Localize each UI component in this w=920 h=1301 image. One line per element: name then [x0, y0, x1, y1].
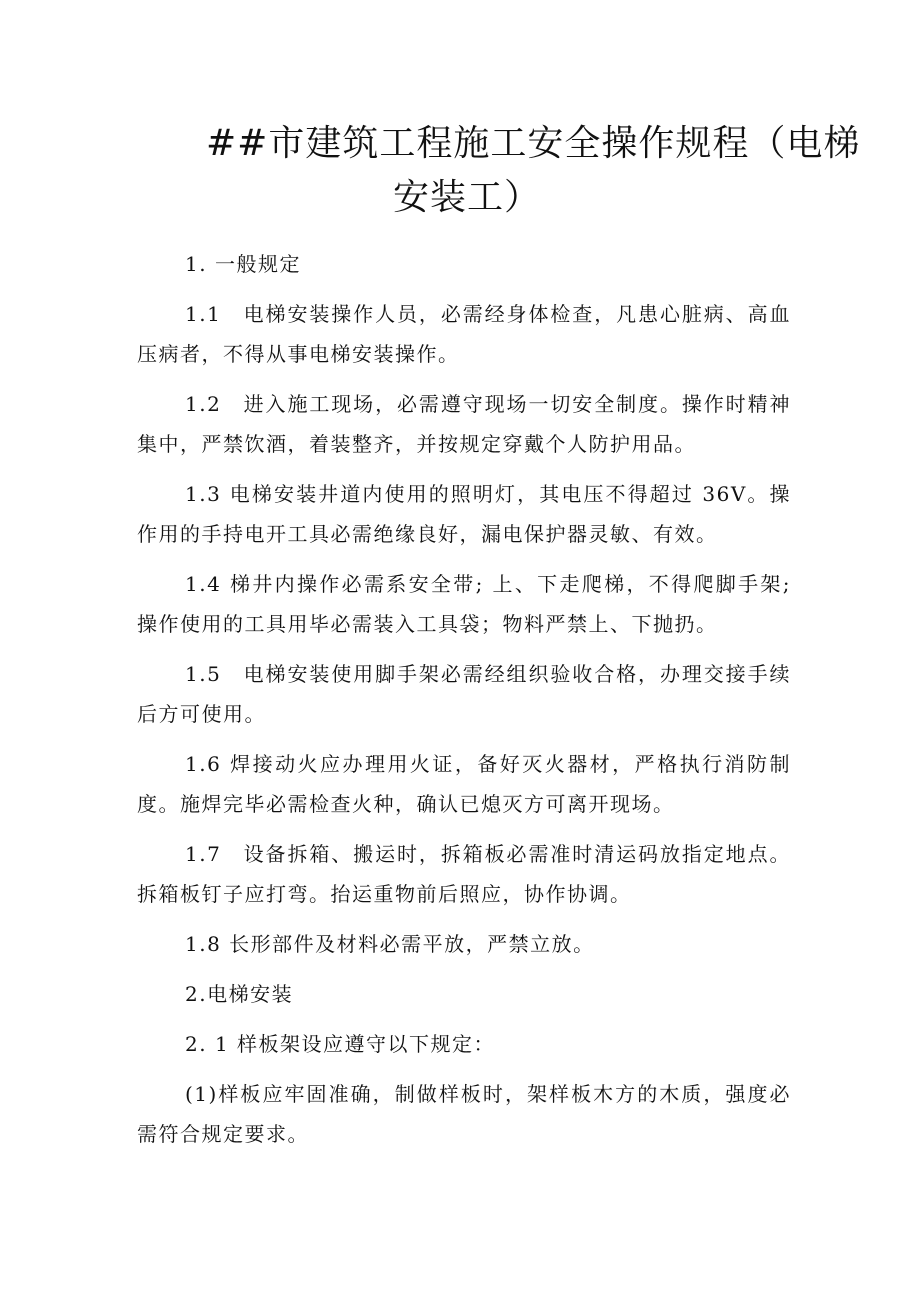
section-heading-elevator-install: 2.电梯安装: [185, 982, 294, 1006]
paragraph-1-1: 1.1 电梯安装操作人员，必需经身体检查，凡患心脏病、高血压病者，不得从事电梯安装操作。: [137, 302, 791, 366]
paragraph-1-2: 1.2 进入施工现场，必需遵守现场一切安全制度。操作时精神集中，严禁饮酒，着装整齐，并按规定穿戴个人防护用品。: [137, 392, 791, 456]
paragraph-1-4: 1.4 梯井内操作必需系安全带; 上、下走爬梯，不得爬脚手架; 操作使用的工具用毕必需装入工具袋；物料严禁上、下抛扔。: [137, 572, 791, 636]
paragraph-1-5: 1.5 电梯安装使用脚手架必需经组织验收合格，办理交接手续后方可使用。: [137, 662, 791, 726]
document-title-line1: ##市建筑工程施工安全操作规程（电梯: [206, 123, 861, 164]
paragraph-1-3: 1.3 电梯安装井道内使用的照明灯，其电压不得超过 36V。操作用的手持电开工具必需绝缘良好，漏电保护器灵敏、有效。: [137, 482, 791, 546]
paragraph-2-1: 2. 1 样板架设应遵守以下规定：: [185, 1032, 496, 1056]
document-body: [137, 244, 791, 1164]
paragraph-1-6: 1.6 焊接动火应办理用火证，备好灭火器材，严格执行消防制度。施焊完毕必需检查火种，确认已熄灭方可离开现场。: [137, 752, 791, 816]
section-heading-general: 1. 一般规定: [185, 252, 301, 276]
paragraph-2-1-item-1: (1)样板应牢固准确，制做样板时，架样板木方的木质，强度必需符合规定要求。: [137, 1082, 791, 1146]
paragraph-1-7: 1.7 设备拆箱、搬运时，拆箱板必需准时清运码放指定地点。拆箱板钉子应打弯。抬运重物前后照应，协作协调。: [137, 842, 791, 906]
document-title-line2: 安装工）: [393, 177, 542, 218]
paragraph-1-8: 1.8 长形部件及材料必需平放，严禁立放。: [185, 932, 595, 956]
